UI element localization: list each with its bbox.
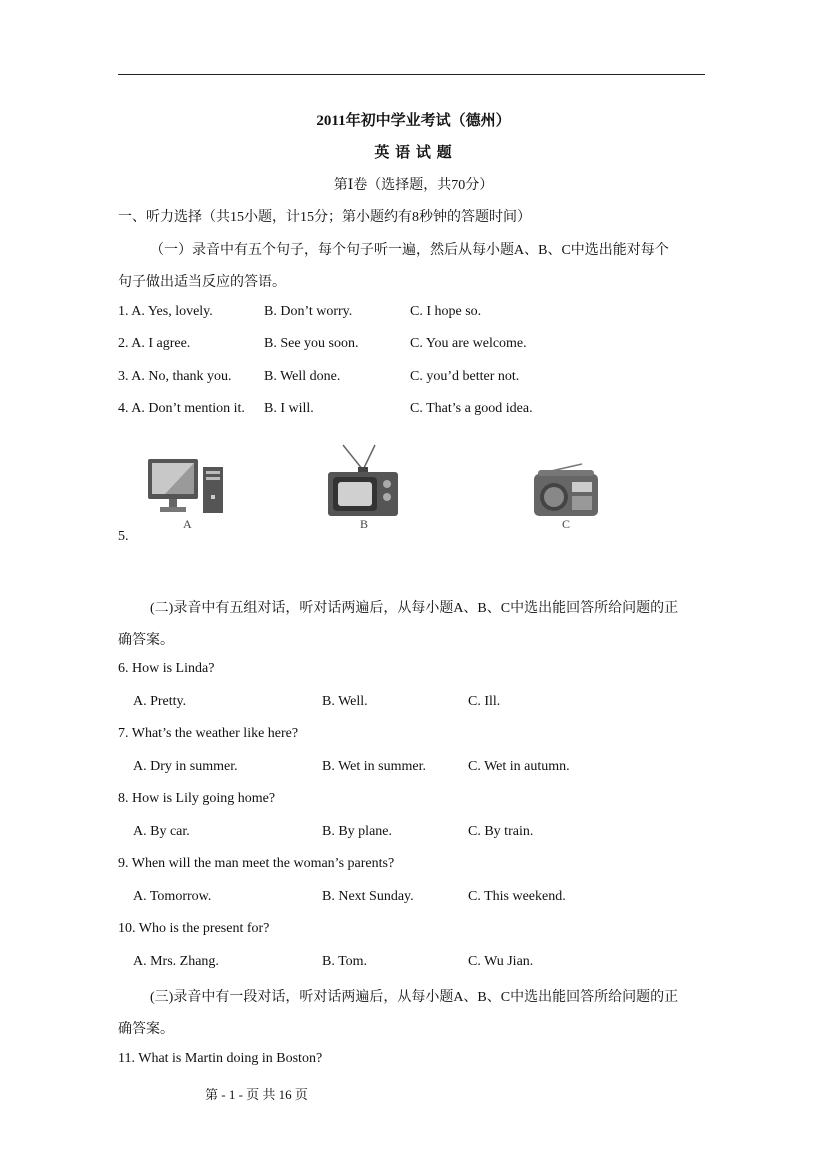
q4-option-c: C. That’s a good idea. (410, 401, 533, 416)
computer-icon (145, 455, 225, 517)
q3-option-c: C. you’d better not. (410, 369, 520, 384)
q9-option-a: A. Tomorrow. (133, 889, 212, 904)
q7-option-c: C. Wet in autumn. (468, 759, 570, 774)
q9-option-b: B. Next Sunday. (322, 889, 414, 904)
exam-title: 2011年初中学业考试（德州） (316, 113, 511, 129)
q2-option-a: 2. A. I agree. (118, 336, 191, 351)
part3-instruction-line1: (三)录音中有一段对话，听对话两遍后，从每小题A、B、C中选出能回答所给问题的正 (150, 990, 679, 1005)
q4-option-b: B. I will. (264, 401, 314, 416)
q5-label-b: B (360, 517, 369, 531)
q5-number: 5. (118, 529, 129, 544)
q10-option-b: B. Tom. (322, 954, 368, 969)
q3-option-a: 3. A. No, thank you. (118, 369, 232, 384)
q7-option-a: A. Dry in summer. (133, 759, 238, 774)
q9-question: 9. When will the man meet the woman’s parents? (118, 856, 395, 871)
q8-option-c: C. By train. (468, 824, 534, 839)
q6-option-a: A. Pretty. (133, 694, 187, 709)
q6-option-c: C. Ill. (468, 694, 501, 709)
part1-instruction-line2: 句子做出适当反应的答语。 (118, 275, 286, 290)
radio-icon (530, 462, 602, 518)
q3-option-b: B. Well done. (264, 369, 341, 384)
q10-option-a: A. Mrs. Zhang. (133, 954, 219, 969)
q7-question: 7. What’s the weather like here? (118, 726, 299, 741)
header-rule (118, 74, 705, 75)
television-icon (325, 442, 401, 518)
q10-option-c: C. Wu Jian. (468, 954, 534, 969)
section-heading: 一、听力选择（共15小题，计15分；第小题约有8秒钟的答题时间） (118, 210, 531, 225)
q7-option-b: B. Wet in summer. (322, 759, 427, 774)
part1-instruction-line1: （一）录音中有五个句子，每个句子听一遍，然后从每小题A、B、C中选出能对每个 (150, 243, 669, 258)
q8-option-a: A. By car. (133, 824, 190, 839)
q1-option-b: B. Don’t worry. (264, 304, 353, 319)
q5-label-c: C (562, 517, 571, 531)
q11-question: 11. What is Martin doing in Boston? (118, 1051, 323, 1066)
q9-option-c: C. This weekend. (468, 889, 566, 904)
q8-question: 8. How is Lily going home? (118, 791, 276, 806)
q1-option-a: 1. A. Yes, lovely. (118, 304, 213, 319)
q6-option-b: B. Well. (322, 694, 368, 709)
q2-option-c: C. You are welcome. (410, 336, 527, 351)
q4-option-a: 4. A. Don’t mention it. (118, 401, 245, 416)
part3-instruction-line2: 确答案。 (118, 1022, 174, 1037)
part2-instruction-line2: 确答案。 (118, 633, 174, 648)
q8-option-b: B. By plane. (322, 824, 392, 839)
volume-heading: 第Ⅰ卷（选择题，共70分） (333, 178, 494, 193)
q2-option-b: B. See you soon. (264, 336, 359, 351)
q10-question: 10. Who is the present for? (118, 921, 270, 936)
part2-instruction-line1: (二)录音中有五组对话，听对话两遍后，从每小题A、B、C中选出能回答所给问题的正 (150, 601, 679, 616)
page-footer: 第 - 1 - 页 共 16 页 (205, 1087, 308, 1102)
q5-label-a: A (183, 517, 192, 531)
q1-option-c: C. I hope so. (410, 304, 482, 319)
exam-subtitle: 英 语 试 题 (374, 145, 453, 161)
q6-question: 6. How is Linda? (118, 661, 215, 676)
